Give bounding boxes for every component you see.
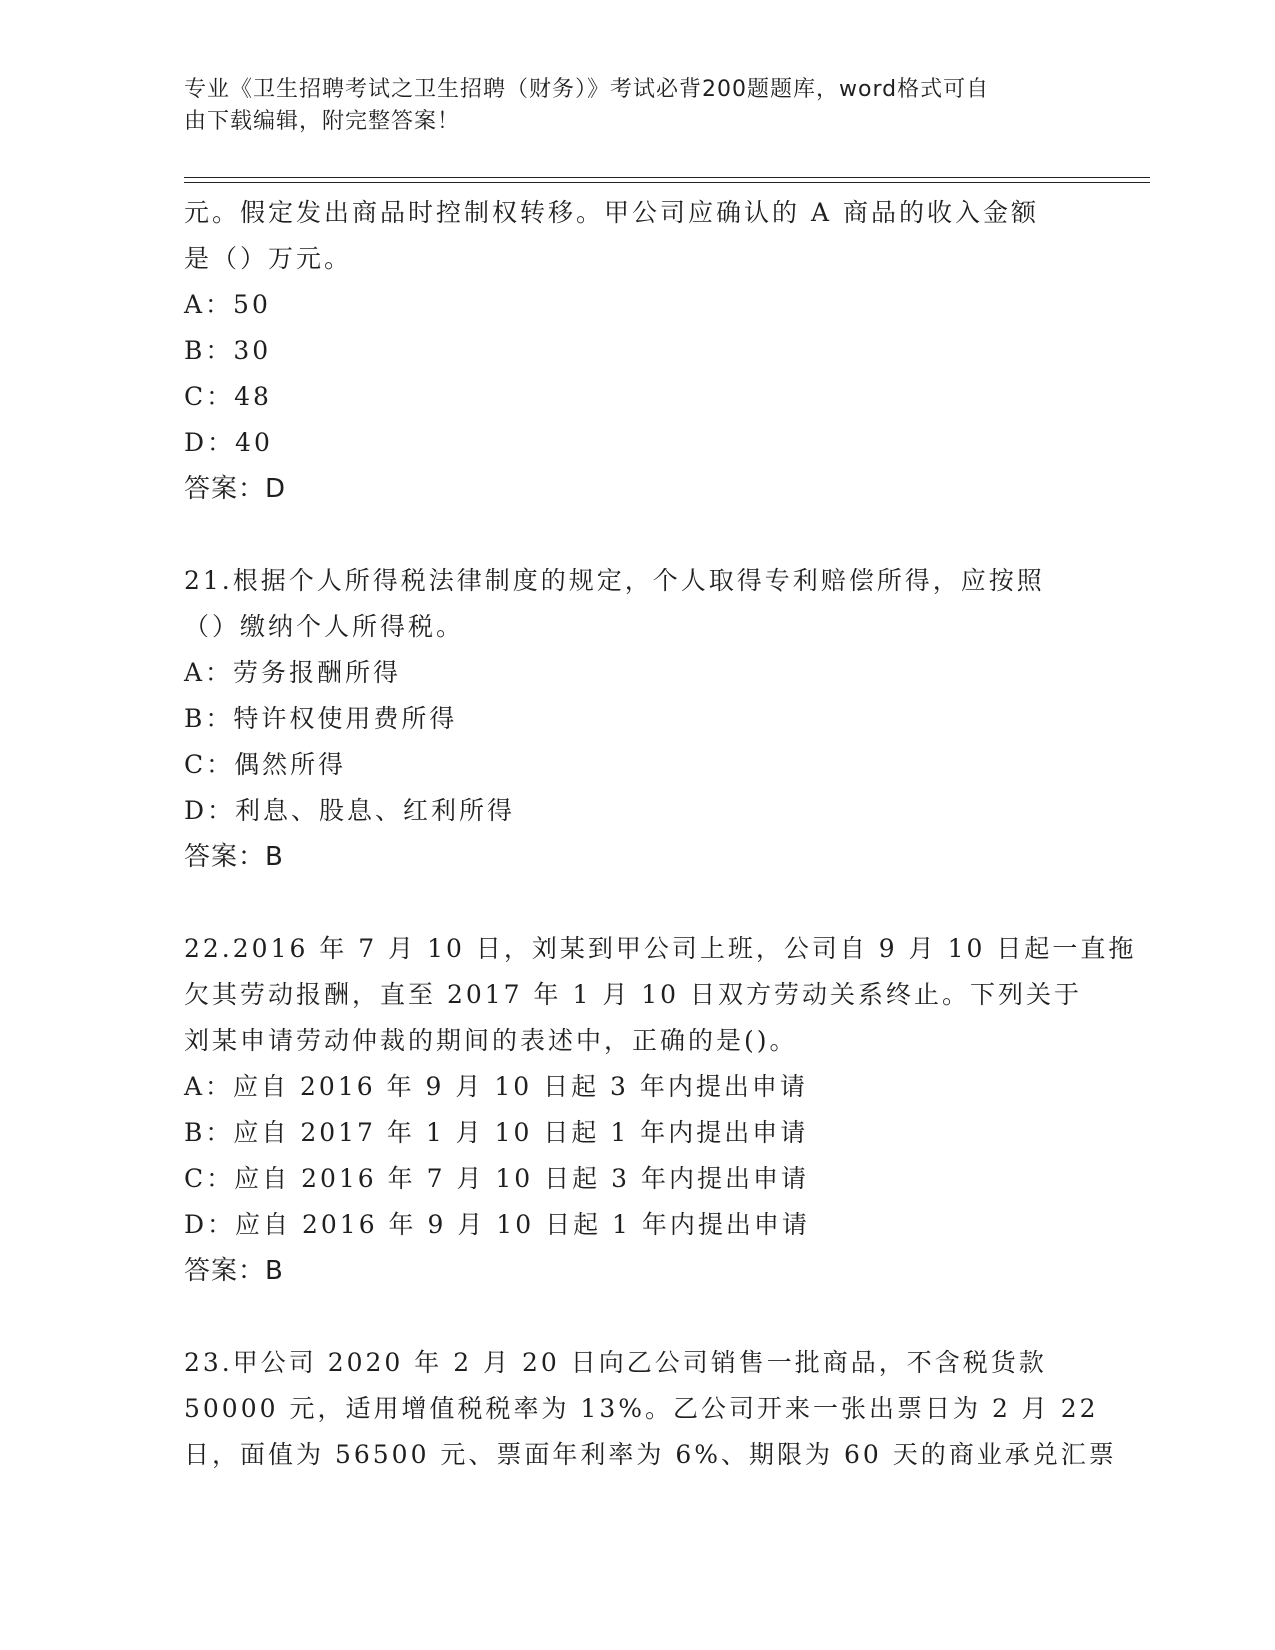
- question-23-stem-line-3: 日，面值为 56500 元、票面年利率为 6%、期限为 60 天的商业承兑汇票: [184, 1440, 1117, 1469]
- question-22-stem-line-2: 欠其劳动报酬，直至 2017 年 1 月 10 日双方劳动关系终止。下列关于: [184, 980, 1083, 1009]
- question-21-stem-line-2: （）缴纳个人所得税。: [184, 612, 465, 641]
- question-22-answer: 答案：B: [184, 1256, 284, 1286]
- question-21-option-d: D：利息、股息、红利所得: [184, 796, 516, 825]
- question-21-stem-line-1: 21.根据个人所得税法律制度的规定，个人取得专利赔偿所得，应按照: [184, 566, 1045, 595]
- question-22-option-b: B：应自 2017 年 1 月 10 日起 1 年内提出申请: [184, 1118, 809, 1147]
- question-20-stem-line-1: 元。假定发出商品时控制权转移。甲公司应确认的 A 商品的收入金额: [184, 198, 1039, 227]
- header-title-line-1: 专业《卫生招聘考试之卫生招聘（财务）》考试必背200题题库，word格式可自: [184, 77, 990, 102]
- header-divider-bottom: [184, 182, 1150, 183]
- question-21-answer: 答案：B: [184, 842, 284, 872]
- header-divider-top: [184, 177, 1150, 178]
- question-20-option-a: A：50: [184, 290, 271, 319]
- question-22: [184, 926, 1137, 1294]
- question-22-stem-line-3: 刘某申请劳动仲裁的期间的表述中，正确的是()。: [184, 1026, 798, 1055]
- question-22-option-d: D：应自 2016 年 9 月 10 日起 1 年内提出申请: [184, 1210, 810, 1239]
- question-20-option-c: C：48: [184, 382, 272, 411]
- question-spacer: [184, 1294, 1084, 1340]
- question-23: [184, 1340, 1117, 1478]
- question-20: [184, 190, 1084, 512]
- header-title-line-2: 由下载编辑，附完整答案！: [184, 109, 461, 134]
- question-20-stem-line-2: 是（）万元。: [184, 244, 353, 273]
- question-21-option-a: A：劳务报酬所得: [184, 658, 402, 687]
- question-22-option-a: A：应自 2016 年 9 月 10 日起 3 年内提出申请: [184, 1072, 808, 1101]
- question-23-stem-line-2: 50000 元，适用增值税税率为 13%。乙公司开来一张出票日为 2 月 22: [184, 1394, 1099, 1423]
- question-spacer: [184, 880, 1084, 926]
- question-21: [184, 558, 1084, 880]
- document-header: [184, 74, 1064, 138]
- question-20-answer: 答案：D: [184, 474, 287, 504]
- question-spacer: [184, 512, 1084, 558]
- question-21-option-b: B：特许权使用费所得: [184, 704, 458, 733]
- question-20-option-d: D：40: [184, 428, 273, 457]
- question-22-option-c: C：应自 2016 年 7 月 10 日起 3 年内提出申请: [184, 1164, 809, 1193]
- question-list: [184, 190, 1137, 1478]
- question-21-option-c: C：偶然所得: [184, 750, 347, 779]
- question-23-stem-line-1: 23.甲公司 2020 年 2 月 20 日向乙公司销售一批商品，不含税货款: [184, 1348, 1047, 1377]
- question-22-stem-line-1: 22.2016 年 7 月 10 日，刘某到甲公司上班，公司自 9 月 10 日起一直拖: [184, 934, 1137, 963]
- question-20-option-b: B：30: [184, 336, 272, 365]
